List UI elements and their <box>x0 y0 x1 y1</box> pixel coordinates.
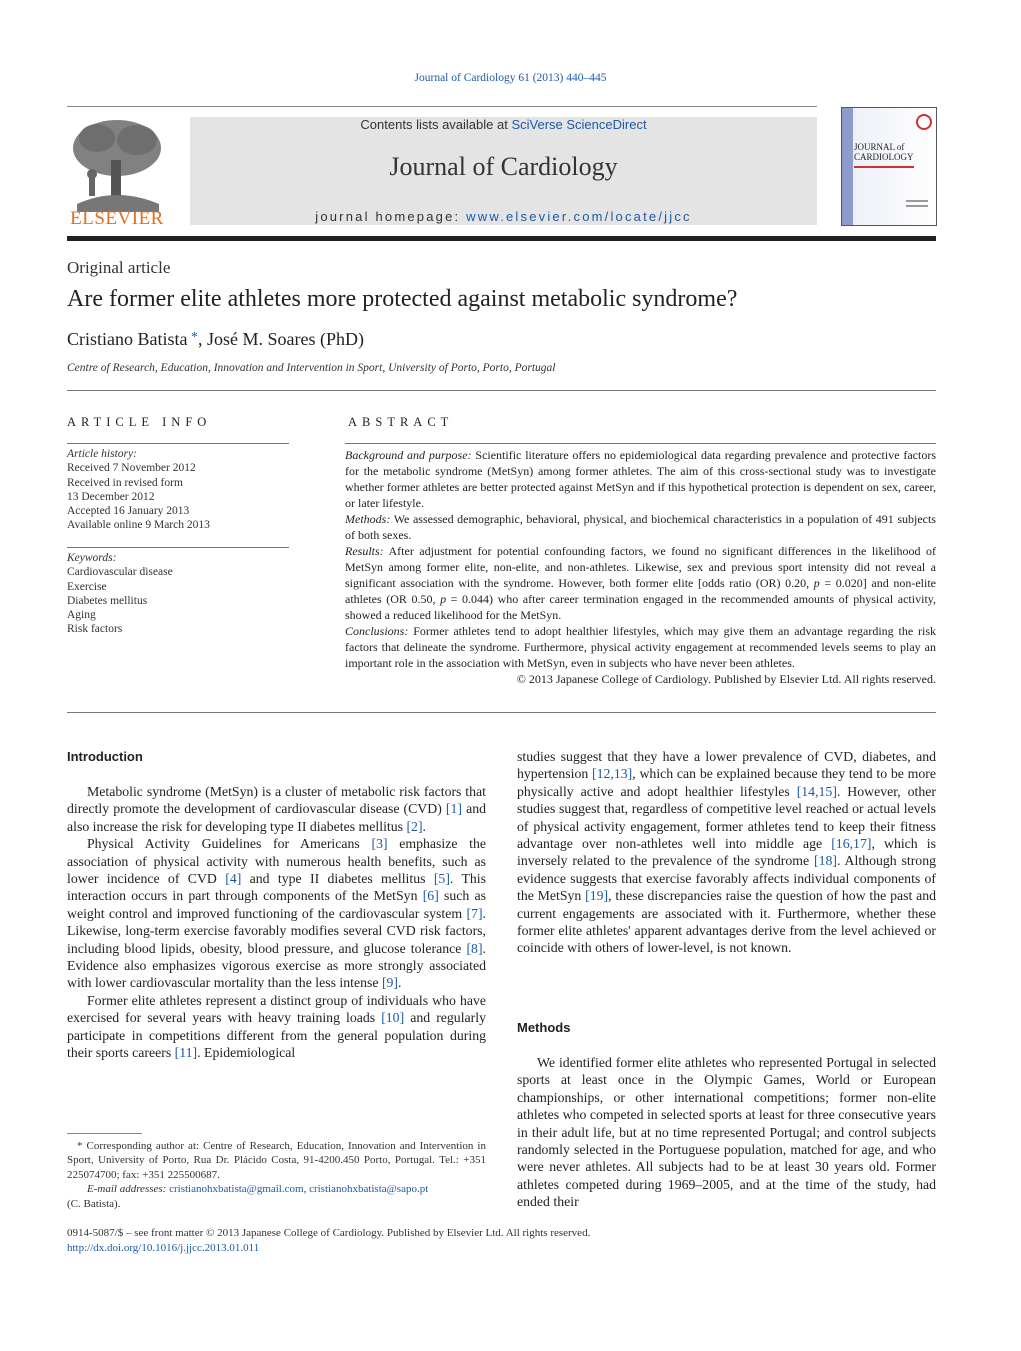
contents-line <box>190 117 817 132</box>
sciencedirect-link[interactable]: SciVerse ScienceDirect <box>511 117 647 132</box>
article-type: Original article <box>67 258 171 277</box>
keywords-rule <box>67 547 289 548</box>
intro-paragraph: Former elite athletes represent a distinct group of individuals who have exercised for several years with heavy training loads [10] and regularly participate in competitions different from the general population during their sports careers [11]. Epidemiological <box>67 992 486 1061</box>
reference-link[interactable]: [12,13] <box>592 766 633 782</box>
author-list <box>67 329 364 350</box>
reference-link[interactable]: [10] <box>381 1010 405 1026</box>
methods-paragraph: We identified former elite athletes who represented Portugal in selected sports at least once in the Olympic Games, World or European championships, or other international competitions; former non-elite athletes who competed in selected sports at least for three consecutive years in their adult life, but at no time represented Portugal; and control subjects randomly selected in the Portuguese population, matched for age, and who were never athletes. All subjects had to be at least 30 years old. Former athletes competed during 1969–2005, and at the time of the study, had ended their <box>517 1055 936 1210</box>
keyword-item: Exercise <box>67 580 107 593</box>
article-title: Are former elite athletes more protected against metabolic syndrome? <box>67 286 738 312</box>
results-text: = 0.020] and non-elite athletes (OR 0.50, <box>345 576 936 606</box>
keywords-label: Keywords: <box>67 552 117 564</box>
reference-link[interactable]: [9] <box>381 975 399 991</box>
cover-emblem-icon <box>916 114 932 130</box>
elsevier-logo <box>67 116 167 228</box>
abstract-bottom-rule <box>67 712 936 713</box>
reference-link[interactable]: [5] <box>433 871 450 887</box>
article-history <box>67 447 289 533</box>
results-text: = 0.044) who after career termination engaged in the recommended amounts of physical activity, showed a reduced likelihood for the MetSyn. <box>345 592 936 622</box>
abstract-heading: ABSTRACT <box>348 415 454 429</box>
info-top-rule <box>67 390 936 391</box>
reference-link[interactable]: [2] <box>406 818 423 834</box>
author-1: Cristiano Batista <box>67 329 188 349</box>
reference-link[interactable]: [16,17] <box>831 836 872 852</box>
header-thick-rule <box>67 236 936 241</box>
history-label: Article history: <box>67 448 137 460</box>
history-item: Received 7 November 2012 <box>67 462 196 475</box>
footnote <box>67 1139 486 1211</box>
keyword-item: Risk factors <box>67 623 123 636</box>
conclusions-text: Former athletes tend to adopt healthier lifestyles, which may give them an advantage regarding the risk factors that delineate the syndrome. Furthermore, physical activity engagement at recommended levels seems to play an important role in the association with MetSyn, even in subjects who have never been athletes. <box>345 624 936 670</box>
reference-link[interactable]: [19] <box>585 888 609 904</box>
contents-prefix: Contents lists available at <box>360 117 512 132</box>
keyword-item: Aging <box>67 609 96 622</box>
email-link[interactable]: cristianohxbatista@sapo.pt <box>309 1183 429 1196</box>
reference-link[interactable]: [6] <box>422 888 439 904</box>
methods-body <box>517 1054 936 1211</box>
homepage-prefix: journal homepage: <box>315 209 467 224</box>
journal-title: Journal of Cardiology <box>389 152 618 181</box>
results-label: Results: <box>345 544 384 558</box>
conclusions-label: Conclusions: <box>345 624 409 638</box>
intro-paragraph: Metabolic syndrome (MetSyn) is a cluster of metabolic risk factors that directly promote the development of cardiovascular disease (CVD) [1] and also increase the risk for developing type II diabetes mellitus [2]. <box>67 784 486 834</box>
reference-link[interactable]: [18] <box>814 853 837 869</box>
reference-link[interactable]: [7] <box>466 905 483 921</box>
affiliation: Centre of Research, Education, Innovation and Intervention in Sport, University of Porto, Porto, Portugal <box>67 362 556 374</box>
cover-title-line1: JOURNAL of <box>854 142 905 152</box>
homepage-link[interactable]: www.elsevier.com/locate/jjcc <box>466 209 692 224</box>
corresponding-author-note: * Corresponding author at: Centre of Research, Education, Innovation and Intervention in Sport, University of Porto, Rua Dr. Plácido Costa, 91-4200.450 Porto, Portugal. Tel.: +351 225074700; fax: +351 225500687. <box>67 1140 486 1181</box>
corresponding-author-mark[interactable]: * <box>187 330 198 345</box>
introduction-body <box>67 783 486 1062</box>
reference-link[interactable]: [11] <box>174 1045 198 1061</box>
reference-link[interactable]: [1] <box>445 801 462 817</box>
page-footer <box>67 1226 936 1256</box>
history-item: Available online 9 March 2013 <box>67 519 210 532</box>
abstract-copyright: © 2013 Japanese College of Cardiology. Published by Elsevier Ltd. All rights reserved. <box>516 672 936 686</box>
homepage-line <box>190 209 817 224</box>
issn-line: 0914-5087/$ – see front matter © 2013 Japanese College of Cardiology. Published by Elsevier Ltd. All rights reserved. <box>67 1227 591 1239</box>
journal-citation[interactable]: Journal of Cardiology 61 (2013) 440–445 <box>414 72 607 84</box>
results-text: After adjustment for potential confounding factors, we found no significant differences in the likelihood of MetSyn among former elite, non-elite, and non-athletes. Likewise, sex and previous sport intensity did not reveal a significant association with the syndrome. However, both former elite [odds ratio (OR) 0.20, <box>345 544 936 590</box>
history-item: Accepted 16 January 2013 <box>67 505 190 518</box>
elsevier-wordmark: ELSEVIER <box>70 208 164 229</box>
header-rule <box>67 106 817 107</box>
journal-cover <box>841 107 937 226</box>
footnote-rule <box>67 1133 142 1134</box>
background-text: Scientific literature offers no epidemiological data regarding prevalence and protective factors for the metabolic syndrome (MetSyn) among former athletes. The aim of this cross-sectional study was to investigate whether former athletes are better protected against MetSyn and if this hypothetical protection is dependent on sex, career, or later lifestyle. <box>345 448 937 510</box>
methods-heading: Methods <box>517 1020 571 1035</box>
article-info-heading: ARTICLE INFO <box>67 415 212 429</box>
abstract-body <box>345 447 936 687</box>
email-addresses: E-mail addresses: cristianohxbatista@gmail.com, cristianohxbatista@sapo.pt <box>87 1183 429 1196</box>
reference-link[interactable]: [14,15] <box>796 783 837 799</box>
keyword-item: Cardiovascular disease <box>67 566 173 579</box>
author-separator: , <box>198 329 207 349</box>
keywords <box>67 551 289 637</box>
background-label: Background and purpose: <box>345 448 472 462</box>
keyword-item: Diabetes mellitus <box>67 594 148 607</box>
history-item: 13 December 2012 <box>67 490 155 503</box>
p-value-symbol: p <box>813 576 820 590</box>
column2-body <box>517 748 936 957</box>
history-item: Received in revised form <box>67 476 183 489</box>
reference-link[interactable]: [4] <box>225 871 242 887</box>
email-link[interactable]: cristianohxbatista@gmail.com <box>169 1183 304 1196</box>
cover-title-line2: CARDIOLOGY <box>854 152 914 162</box>
abstract-rule <box>345 443 936 444</box>
tree-icon <box>67 116 167 212</box>
article-info-rule <box>67 443 289 444</box>
p-value-symbol: p <box>440 592 447 606</box>
author-2: José M. Soares (PhD) <box>207 329 364 349</box>
methods-text: We assessed demographic, behavioral, physical, and biochemical characteristics in a population of 491 subjects of both sexes. <box>345 512 936 542</box>
intro-paragraph: Physical Activity Guidelines for Americans [3] emphasize the association of physical activity with numerous health benefits, such as lower incidence of CVD [4] and type II diabetes mellitus [5]. This interaction occurs in part through components of the MetSyn [6] such as weight control and improved functioning of the cardiovascular system [7]. Likewise, long-term exercise favorably modifies several CVD risk factors, including blood lipids, obesity, blood pressure, and glucose tolerance [8]. Evidence also emphasizes vigorous exercise as more strongly associated with lower cardiovascular mortality than the less intense [9]. <box>67 836 486 991</box>
introduction-heading: Introduction <box>67 749 143 764</box>
doi-link[interactable]: http://dx.doi.org/10.1016/j.jjcc.2013.01.011 <box>67 1242 260 1254</box>
reference-link[interactable]: [3] <box>371 836 388 852</box>
email-owner: (C. Batista). <box>67 1197 121 1210</box>
methods-label: Methods: <box>345 512 391 526</box>
intro-paragraph: studies suggest that they have a lower prevalence of CVD, diabetes, and hypertension [12,13], which can be explained because they tend to be more physically active and adopt healthier lifestyles [14,15]. However, other studies suggest that, regardless of competitive level reached or actual levels of physical activity engagement, former athletes tend to keep their fitness advantage over non-athletes well into middle age [16,17], which is inversely related to the prevalence of the syndrome [18]. Although strong evidence suggests that exercise favorably affects individual components of the MetSyn [19], these discrepancies raise the question of how the past and current engagements are associated with it. Furthermore, whether these former elite athletes' apparent advantages derive from the level achieved or coincide with others of lower-level, is not known. <box>517 749 937 956</box>
reference-link[interactable]: [8] <box>466 940 483 956</box>
